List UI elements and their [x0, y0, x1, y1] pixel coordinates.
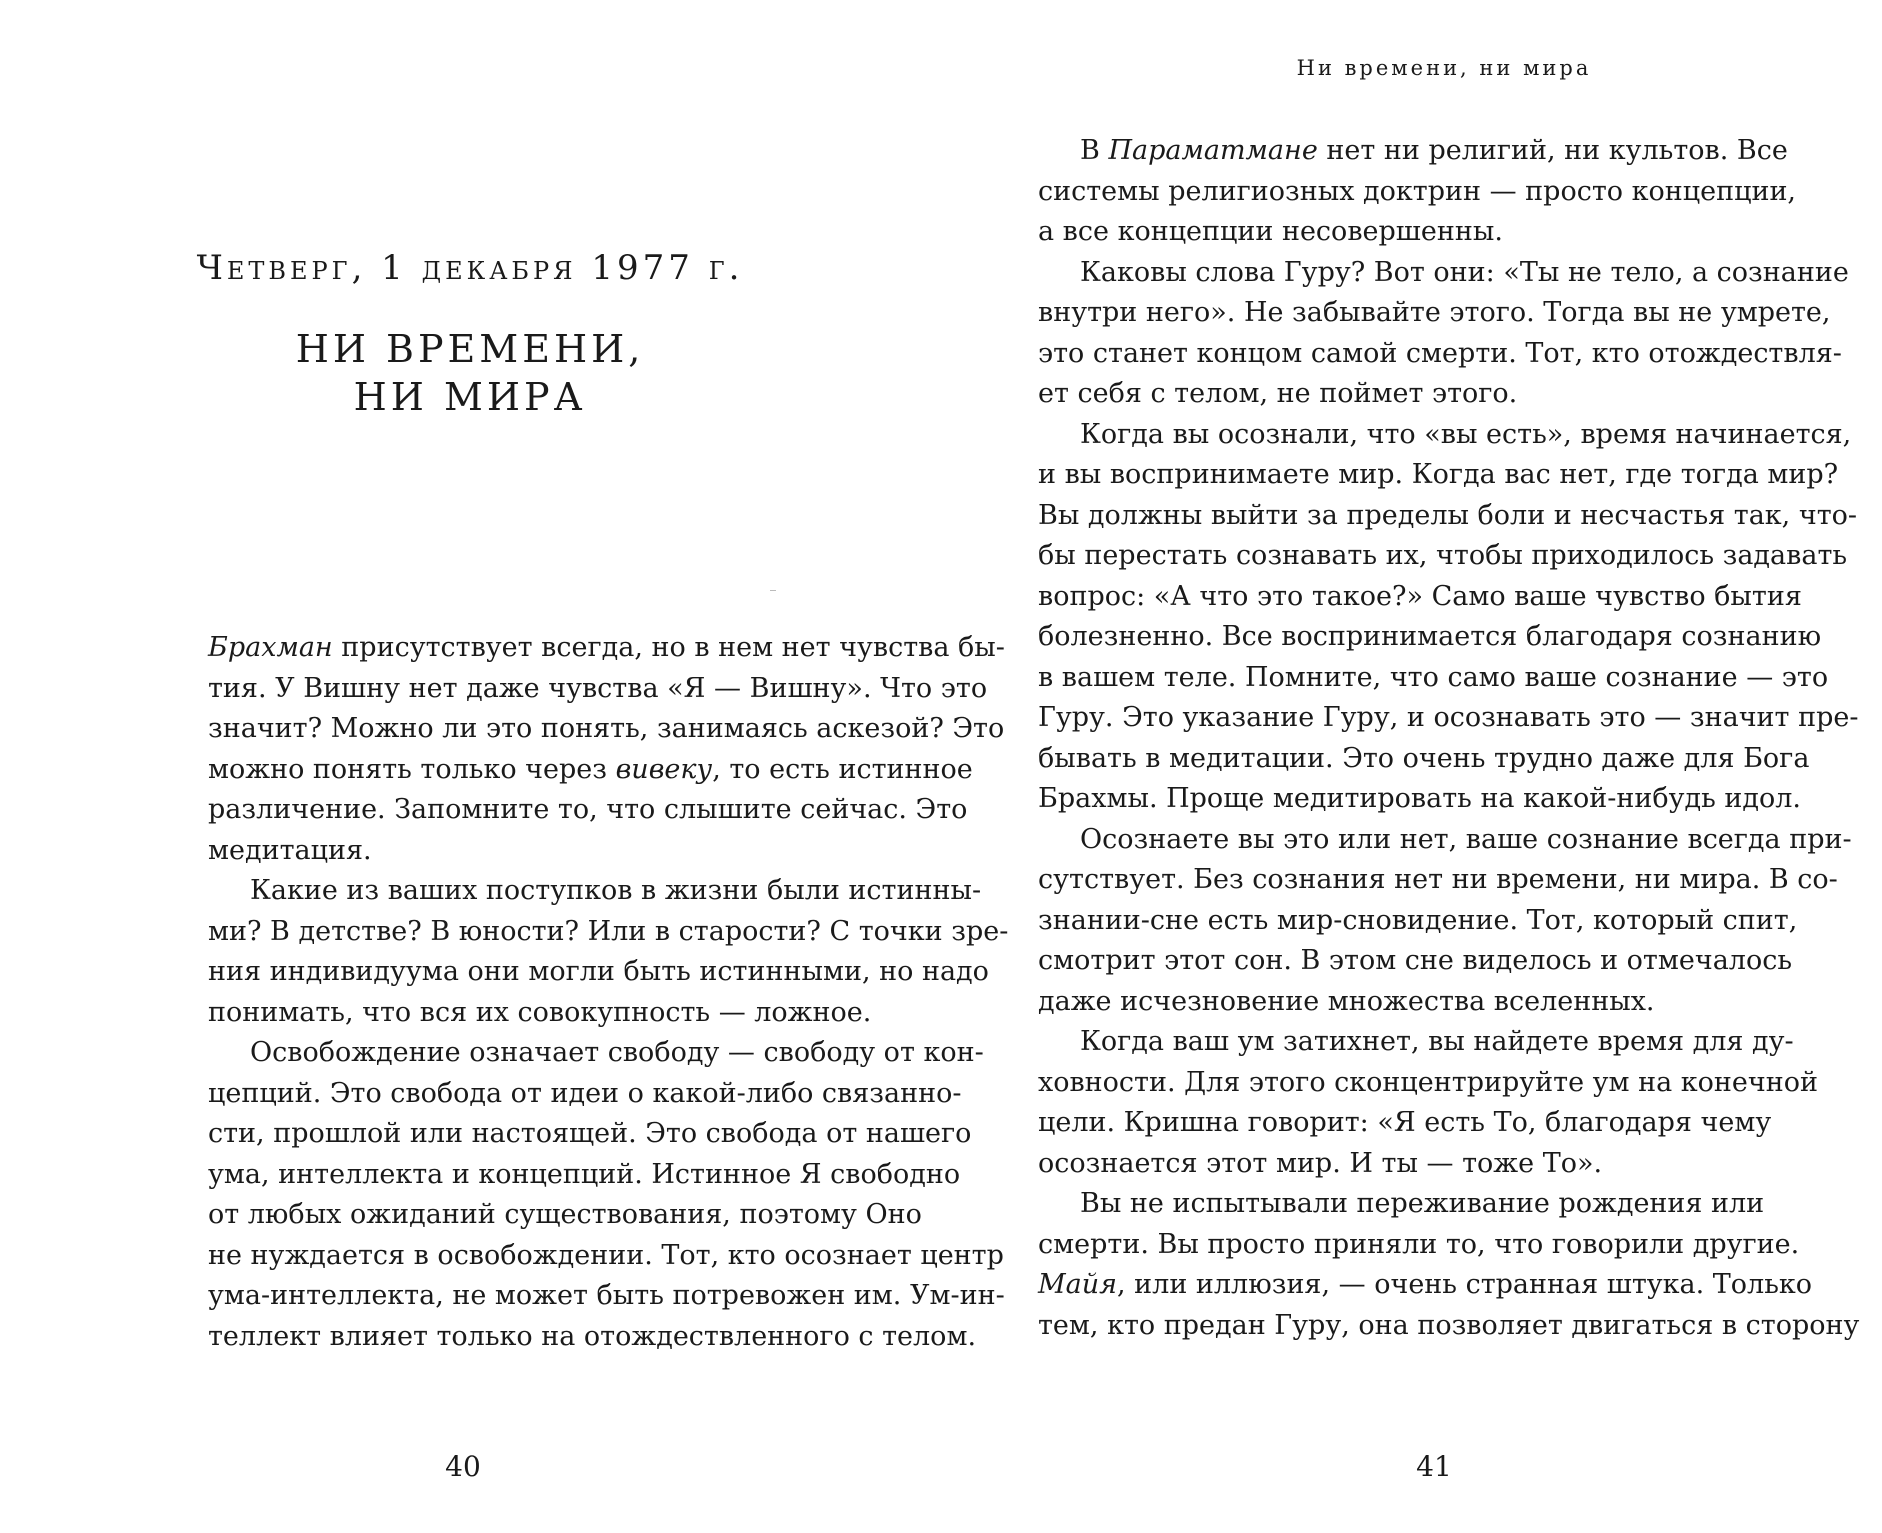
text-line	[208, 750, 973, 791]
text-line	[1038, 455, 1839, 496]
text-segment: Когда вы осознали, что «вы есть», время начинается,	[1080, 418, 1852, 450]
text-segment: значит? Можно ли это понять, занимаясь аскезой? Это	[208, 713, 1005, 744]
text-line	[208, 871, 982, 912]
text-segment: смерти. Вы просто приняли то, что говорили другие.	[1038, 1228, 1800, 1260]
text-line	[1038, 536, 1848, 577]
running-head: Ни времени, ни мира	[1296, 56, 1592, 80]
text-segment: тия. У Вишну нет даже чувства «Я — Вишну». Что это	[208, 672, 988, 704]
text-segment: Брахмы. Проще медитировать на какой-нибудь идол.	[1038, 783, 1801, 814]
text-line	[208, 952, 989, 993]
text-line	[208, 1114, 972, 1155]
text-segment: , то есть истинное	[712, 753, 973, 785]
text-line	[208, 1074, 962, 1115]
text-segment: Вы не испытывали переживание рождения или	[1080, 1188, 1765, 1219]
text-line	[1038, 172, 1797, 213]
text-line	[1038, 658, 1829, 699]
text-segment: различение. Запомните то, что слышите сейчас. Это	[208, 794, 968, 825]
text-segment: бывать в медитации. Это очень трудно даже для Бога	[1038, 742, 1810, 774]
text-segment: и вы воспринимаете мир. Когда вас нет, где тогда мир?	[1038, 459, 1839, 490]
text-segment: можно понять только через	[208, 753, 616, 785]
text-segment: Гуру. Это указание Гуру, и осознавать это — значит пре-	[1038, 702, 1859, 733]
italic-term: Параматмане	[1108, 135, 1318, 166]
text-line	[208, 1317, 977, 1358]
text-segment: , или иллюзия, — очень странная штука. Только	[1117, 1269, 1813, 1300]
page-number-left: 40	[445, 1450, 481, 1483]
text-line	[208, 709, 1005, 750]
text-line	[1038, 1022, 1794, 1063]
text-line	[1038, 901, 1798, 942]
text-line	[208, 1236, 1004, 1277]
text-line	[208, 790, 968, 831]
right-page-body-text	[1038, 131, 1860, 1346]
text-line	[208, 628, 1005, 669]
text-segment: бы перестать сознавать их, чтобы приходилось задавать	[1038, 540, 1848, 571]
text-line	[208, 669, 988, 710]
text-segment: цели. Кришна говорит: «Я есть То, благодаря чему	[1038, 1107, 1772, 1138]
text-line	[1038, 253, 1849, 294]
text-line	[1038, 617, 1822, 658]
text-line	[208, 1195, 922, 1236]
text-line	[208, 1276, 1005, 1317]
text-segment: тем, кто предан Гуру, она позволяет двигаться в сторону	[1038, 1309, 1860, 1341]
text-line	[1038, 698, 1859, 739]
text-line	[1038, 334, 1842, 375]
text-segment: от любых ожиданий существования, поэтому Оно	[208, 1199, 922, 1230]
text-line	[1038, 293, 1831, 334]
text-segment: вопрос: «А что это такое?» Само ваше чувство бытия	[1038, 580, 1802, 612]
text-segment: ет себя с телом, не поймет этого.	[1038, 378, 1518, 409]
right-page	[941, 0, 1882, 1533]
text-segment: понимать, что вся их совокупность — ложное.	[208, 996, 872, 1028]
text-segment: сти, прошлой или настоящей. Это свобода от нашего	[208, 1118, 972, 1149]
text-line	[1038, 941, 1793, 982]
text-line	[1038, 1103, 1772, 1144]
print-speck	[770, 590, 776, 591]
italic-term: Брахман	[208, 632, 333, 663]
text-line	[1038, 779, 1801, 820]
text-segment: Освобождение означает свободу — свободу от кон-	[250, 1037, 984, 1068]
text-segment: внутри него». Не забывайте этого. Тогда вы не умрете,	[1038, 297, 1831, 328]
text-segment: осознается этот мир. И ты — тоже То».	[1038, 1147, 1603, 1179]
text-segment: болезненно. Все воспринимается благодаря сознанию	[1038, 621, 1822, 652]
text-line	[1038, 374, 1680, 415]
left-page-body-text	[208, 628, 1009, 1357]
text-line	[1038, 860, 1838, 901]
text-line	[1038, 212, 1680, 253]
chapter-title	[0, 326, 940, 421]
chapter-title-line-1: НИ ВРЕМЕНИ,	[295, 327, 645, 371]
text-line	[1038, 739, 1810, 780]
text-segment: цепций. Это свобода от идеи о какой-либо связанно-	[208, 1077, 962, 1109]
text-segment: Какие из ваших поступков в жизни были истинны-	[250, 875, 982, 906]
text-line	[208, 993, 872, 1034]
page-number-right: 41	[1416, 1450, 1452, 1483]
italic-term: Майя	[1038, 1269, 1118, 1300]
text-line	[1038, 1144, 1680, 1185]
text-segment: теллект влияет только на отождествленного с телом.	[208, 1320, 977, 1352]
text-segment: Каковы слова Гуру? Вот они: «Ты не тело, а сознание	[1080, 256, 1849, 288]
text-segment: в вашем теле. Помните, что само ваше сознание — это	[1038, 661, 1829, 693]
text-segment: нет ни религий, ни культов. Все	[1317, 135, 1788, 166]
text-segment: В	[1080, 135, 1109, 166]
text-segment: медитация.	[208, 834, 372, 866]
text-segment: ума-интеллекта, не может быть потревожен им. Ум-ин-	[208, 1280, 1005, 1311]
text-line	[1038, 577, 1802, 618]
text-segment: ума, интеллекта и концепций. Истинное Я свободно	[208, 1158, 961, 1190]
text-segment: это станет концом самой смерти. Тот, кто отождествля-	[1038, 337, 1842, 369]
text-segment: а все концепции несовершенны.	[1038, 216, 1503, 247]
text-segment: сутствует. Без сознания нет ни времени, ни мира. В со-	[1038, 864, 1838, 895]
text-segment: Вы должны выйти за пределы боли и несчастья так, что-	[1038, 499, 1858, 531]
text-segment: присутствует всегда, но в нем нет чувства бы-	[332, 632, 1005, 663]
text-line	[1038, 415, 1852, 456]
text-line	[1038, 1306, 1860, 1347]
text-line	[208, 1155, 961, 1196]
text-line	[1038, 1063, 1818, 1104]
text-line	[208, 1033, 984, 1074]
text-segment: системы религиозных доктрин — просто концепции,	[1038, 175, 1797, 207]
text-segment: не нуждается в освобождении. Тот, кто осознает центр	[208, 1239, 1004, 1271]
text-line	[1038, 982, 1680, 1023]
text-line	[208, 912, 1009, 953]
text-segment: ми? В детстве? В юности? Или в старости? С точки зре-	[208, 915, 1009, 947]
text-segment: Когда ваш ум затихнет, вы найдете время для ду-	[1080, 1026, 1794, 1057]
text-line	[1038, 1184, 1765, 1225]
text-line	[1038, 1225, 1800, 1266]
text-line	[1038, 820, 1852, 861]
text-segment: даже исчезновение множества вселенных.	[1038, 985, 1655, 1017]
text-line	[1038, 496, 1858, 537]
text-line	[1038, 131, 1788, 172]
text-segment: смотрит этот сон. В этом сне виделось и отмечалось	[1038, 945, 1793, 976]
chapter-date: Четверг, 1 декабря 1977 г.	[196, 248, 744, 288]
text-segment: ховности. Для этого сконцентрируйте ум на конечной	[1038, 1066, 1818, 1098]
chapter-title-line-2: НИ МИРА	[353, 374, 587, 419]
text-segment: знании-сне есть мир-сновидение. Тот, который спит,	[1038, 904, 1798, 936]
text-line	[208, 831, 850, 872]
text-segment: Осознаете вы это или нет, ваше сознание всегда при-	[1080, 823, 1852, 855]
text-line	[1038, 1265, 1813, 1306]
italic-term: вивеку	[615, 753, 713, 785]
text-segment: ния индивидуума они могли быть истинными, но надо	[208, 956, 989, 987]
